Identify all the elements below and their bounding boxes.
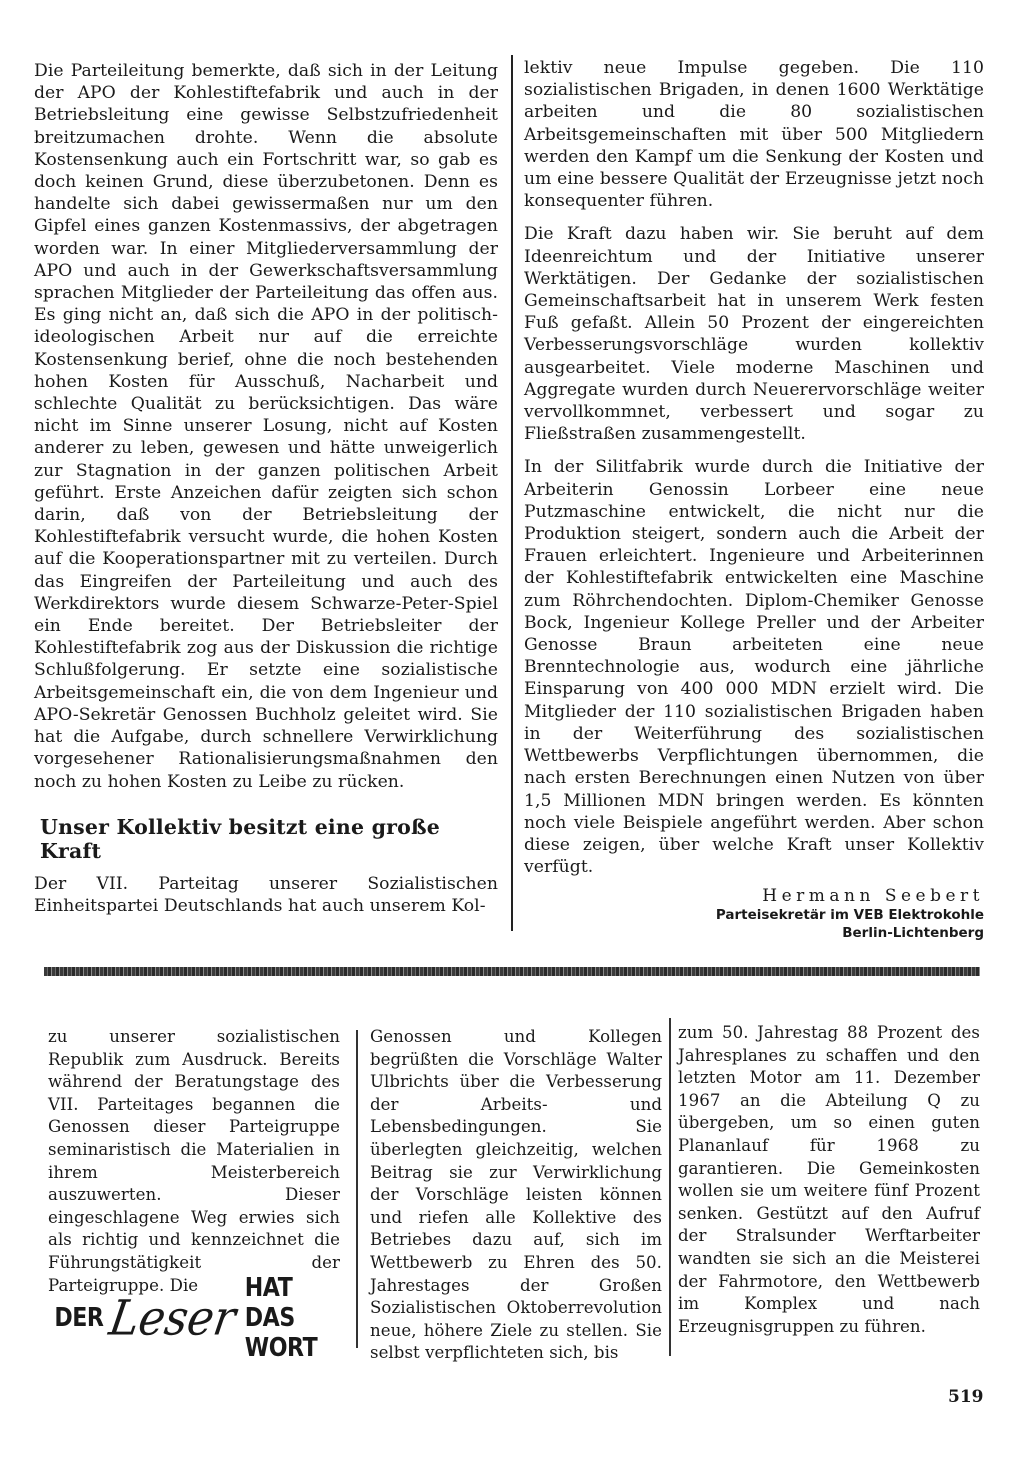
section-heading: Unser Kollektiv besitzt eine große Kraft: [40, 814, 441, 863]
reader-column-1: [48, 1026, 340, 1297]
section-separator: [44, 967, 980, 976]
reader-paragraph: Genossen und Kollegen begrüßten die Vorschläge Walter Ulbrichts über die Verbesserung der Arbeits- und Lebensbedingungen. Sie überlegten gleichzeitig, welchen Beitrag sie zur Verwirklichung der Vorschläge leisten können und riefen alle Kollektive des Betriebes dazu auf, sich im Wettbewerb zu Ehren des 50. Jahrestages der Großen Sozialistischen Oktoberrevolution neue, höhere Ziele zu stellen. Sie selbst verpflichteten sich, bis: [370, 1027, 662, 1363]
column-divider: [669, 1018, 671, 1356]
article-paragraph: Die Kraft dazu haben wir. Sie beruht auf dem Ideenreichtum und der Initiative unserer Werktätigen. Der Gedanke der sozialistischen Gemeinschaftsarbeit hat in unserem Werk festen Fuß gefaßt. Allein 50 Prozent der eingereichten Verbesserungsvorschläge wurden kollektiv ausgearbeitet. Viele moderne Maschinen und Aggregate wurden durch Neuerervorschläge weiter vervollkommnet, verbessert und sogar zu Fließstraßen zusammengestellt.: [524, 224, 984, 445]
article-paragraph: Die Parteileitung bemerkte, daß sich in der Leitung der APO der Kohlestiftefabrik und auch in der Betriebsleitung eine gewisse Selbstzufriedenheit breitzumachen drohte. Wenn die absolute Kostensenkung auch ein Fortschritt war, so gab es doch keinen Grund, diese überzubetonen. Denn es handelte sich dabei gewissermaßen nur um den Gipfel eines ganzen Kostenmassivs, der abgetragen worden war. In einer Mitgliederversammlung der APO und auch in der Gewerkschaftsversammlung sprachen Mitglieder der Parteileitung das offen aus. Es ging nicht an, daß sich die APO in der politisch-ideologischen Arbeit nur auf die erreichte Kostensenkung berief, ohne die noch bestehenden hohen Kosten für Ausschuß, Nacharbeit und schlechte Qualität zu berücksichtigen. Das wäre nicht im Sinne unserer Losung, nicht auf Kosten anderer zu leben, gewesen und hätte unweigerlich zur Stagnation in der ganzen politischen Arbeit geführt. Erste Anzeichen dafür zeigten sich schon darin, daß von der Betriebsleitung der Kohlestiftefabrik versucht wurde, die hohen Kosten auf die Kooperationspartner mit zu verteilen. Durch das Eingreifen der Parteileitung und auch des Werkdirektors wurde diesem Schwarze-Peter-Spiel ein Ende bereitet. Der Betriebsleiter der Kohlestiftefabrik zog aus der Diskussion die richtige Schlußfolgerung. Er setzte eine sozialistische Arbeitsgemeinschaft ein, die von dem Ingenieur und APO-Sekretär Genossen Buchholz geleitet wird. Sie hat die Aufgabe, durch schnellere Verwirklichung vorgesehener Rationalisierungsmaßnahmen den noch zu hohen Kosten zu Leibe zu rücken.: [34, 61, 498, 792]
author-name: Hermann Seebert: [762, 886, 984, 907]
reader-paragraph: zum 50. Jahrestag 88 Prozent des Jahresplanes zu schaffen und den letzten Motor am 11. Dezember 1967 an die Abteilung Q zu übergeben, um so einen guten Plananlauf für 1968 zu garantieren. Die Gemeinkosten wollen sie um weitere fünf Prozent senken. Gestützt auf den Aufruf der Stralsunder Werftarbeiter wandten sie sich an die Meisterei der Fahrmotore, den Wettbewerb im Komplex und nach Erzeugnisgruppen zu führen.: [678, 1023, 980, 1336]
article-paragraph: lektiv neue Impulse gegeben. Die 110 sozialistischen Brigaden, in denen 1600 Werktätige arbeiten und die 80 sozialistischen Arbeitsgemeinschaften mit über 500 Mitgliedern werden den Kampf um die Senkung der Kosten und um eine bessere Qualität der Erzeugnisse jetzt noch konsequenter führen.: [524, 58, 984, 212]
logo-text-der: DER: [54, 1303, 104, 1333]
page-number: 519: [948, 1387, 984, 1407]
logo-script-leser: Leser: [105, 1289, 240, 1347]
author-location: Berlin-Lichtenberg: [842, 925, 984, 942]
reader-section-logo: [50, 1273, 340, 1363]
author-signature: [524, 886, 984, 942]
article-paragraph: Der VII. Parteitag unserer Sozialistischen Einheitspartei Deutschlands hat auch unserem Kol-: [34, 873, 498, 916]
article-paragraph: In der Silitfabrik wurde durch die Initiative der Arbeiterin Genossin Lorbeer eine neue Putzmaschine entwickelt, die nicht nur die Produktion steigert, sondern auch die Arbeit der Frauen erleichtert. Ingenieure und Arbeiterinnen der Kohlestiftefabrik entwickelten eine Maschine zum Röhrchendochten. Diplom-Chemiker Genosse Bock, Ingenieur Kollege Preller und der Arbeiter Genosse Braun arbeiteten eine neue Brenntechnologie aus, wodurch eine jährliche Einsparung von 400 000 MDN erzielt wird. Die Mitglieder der 110 sozialistischen Brigaden haben in der Weiterführung des sozialistischen Wettbewerbs Verpflichtungen übernommen, die nach ersten Berechnungen einen Nutzen von über 1,5 Millionen MDN bringen werden. Es könnten noch viele Beispiele angeführt werden. Aber schon diese zeigen, über welche Kraft unser Kollektiv verfügt.: [524, 457, 984, 878]
reader-column-3: [678, 1022, 980, 1338]
article-left-column: [34, 60, 498, 917]
column-divider: [511, 55, 513, 931]
reader-column-2: [370, 1026, 662, 1365]
author-title: Parteisekretär im VEB Elektrokohle: [715, 907, 984, 924]
reader-paragraph: zu unserer sozialistischen Republik zum Ausdruck. Bereits während der Beratungstage des VII. Parteitages begannen die Genossen dieser Parteigruppe seminaristisch die Materialien in ihrem Meisterbereich auszuwerten. Dieser eingeschlagene Weg erwies sich als richtig und kennzeichnet die Führungstätigkeit der Parteigruppe. Die: [48, 1027, 340, 1295]
logo-text-hat-das-wort: HAT DAS WORT: [244, 1273, 318, 1363]
column-divider: [356, 1030, 358, 1348]
article-right-column: [524, 57, 984, 942]
